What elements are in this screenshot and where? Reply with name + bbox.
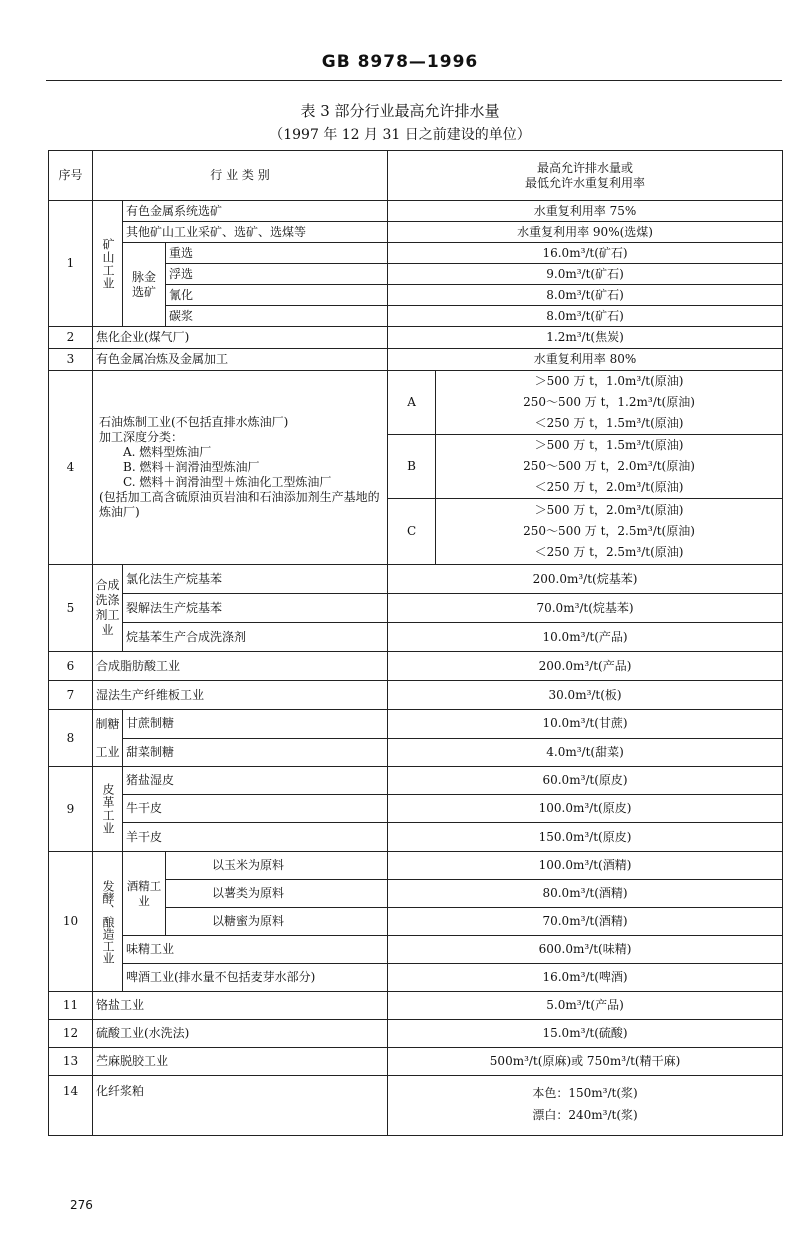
industry-name: 猪盐湿皮 [123, 767, 388, 795]
row-seq: 7 [49, 681, 93, 710]
industry-value: 500m³/t(原麻)或 750m³/t(精干麻) [388, 1048, 783, 1076]
row-seq: 5 [49, 565, 93, 652]
industry-value: 4.0m³/t(甜菜) [388, 738, 783, 767]
industry-value: 15.0m³/t(硫酸) [388, 1020, 783, 1048]
industry-name: 其他矿山工业采矿、选矿、选煤等 [123, 222, 388, 243]
industry-name: 氯化法生产烷基苯 [123, 565, 388, 594]
table-row [49, 565, 783, 594]
group-label: 皮革工业 [93, 767, 123, 852]
standard-number: GB 8978—1996 [321, 52, 479, 72]
table-row [49, 852, 783, 880]
petroleum-line: (包括加工高含硫原油页岩油和石油添加剂生产基地的炼油厂) [99, 490, 380, 519]
industry-name: 有色金属冶炼及金属加工 [93, 349, 388, 371]
industry-name: 氰化 [166, 285, 388, 306]
row-seq: 9 [49, 767, 93, 852]
depth-class-b: B [388, 435, 436, 499]
table-row [49, 1076, 783, 1136]
depth-value: ＜250 万 t，2.5m³/t(原油) [534, 545, 684, 559]
petroleum-line: B. 燃料＋润滑油型炼油厂 [123, 460, 260, 474]
industry-value: 200.0m³/t(产品) [388, 652, 783, 681]
industry-value: 150.0m³/t(原皮) [388, 823, 783, 852]
table-row [49, 738, 783, 767]
industry-value: 8.0m³/t(矿石) [388, 285, 783, 306]
industry-name: 味精工业 [123, 936, 388, 964]
industry-value: 600.0m³/t(味精) [388, 936, 783, 964]
table-row [49, 371, 783, 435]
industry-value: 30.0m³/t(板) [388, 681, 783, 710]
table-row [49, 349, 783, 371]
industry-value: 16.0m³/t(矿石) [388, 243, 783, 264]
sub-group-label: 酒精工业 [123, 852, 166, 936]
industry-name: 湿法生产纤维板工业 [93, 681, 388, 710]
industry-value: 10.0m³/t(甘蔗) [388, 710, 783, 739]
industry-name: 硫酸工业(水洗法) [93, 1020, 388, 1048]
table-row [49, 594, 783, 623]
industry-value: 10.0m³/t(产品) [388, 623, 783, 652]
industry-value: 水重复利用率 90%(选煤) [388, 222, 783, 243]
table-row [49, 710, 783, 739]
industry-value: 水重复利用率 80% [388, 349, 783, 371]
industry-name: 牛干皮 [123, 795, 388, 823]
table-row [49, 823, 783, 852]
header-rule [46, 80, 782, 81]
industry-value: 60.0m³/t(原皮) [388, 767, 783, 795]
row-seq: 11 [49, 992, 93, 1020]
table-row [49, 327, 783, 349]
depth-class-c: C [388, 499, 436, 565]
industry-value: 1.2m³/t(焦炭) [388, 327, 783, 349]
depth-values-b [436, 435, 783, 499]
industry-name: 以糖蜜为原料 [166, 908, 388, 936]
industry-name: 焦化企业(煤气厂) [93, 327, 388, 349]
page-number: 276 [70, 1198, 93, 1212]
depth-value: 250～500 万 t，2.0m³/t(原油) [523, 459, 695, 473]
industry-value: 100.0m³/t(原皮) [388, 795, 783, 823]
depth-value: ＜250 万 t，2.0m³/t(原油) [534, 480, 684, 494]
row-seq: 10 [49, 852, 93, 992]
industry-value: 水重复利用率 75% [388, 201, 783, 222]
discharge-table [48, 150, 783, 1136]
table-row [49, 992, 783, 1020]
table-row [49, 795, 783, 823]
table-row [49, 1020, 783, 1048]
group-label: 矿山工业 [93, 201, 123, 327]
table-row [49, 1048, 783, 1076]
industry-name: 裂解法生产烷基苯 [123, 594, 388, 623]
pulp-value-natural: 本色：150m³/t(浆) [532, 1086, 638, 1100]
sub-group-label: 脉金选矿 [123, 243, 166, 327]
table-subtitle: （1997 年 12 月 31 日之前建设的单位） [269, 127, 531, 143]
header-industry: 行 业 类 别 [93, 151, 388, 201]
table-row [49, 652, 783, 681]
depth-value: ＜250 万 t，1.5m³/t(原油) [534, 416, 684, 430]
depth-value: 250～500 万 t，2.5m³/t(原油) [523, 524, 695, 538]
industry-name: 苎麻脱胶工业 [93, 1048, 388, 1076]
table-row [49, 936, 783, 964]
table-title: 表 3 部分行业最高允许排水量 [300, 102, 500, 120]
industry-value: 16.0m³/t(啤酒) [388, 964, 783, 992]
industry-name: 以薯类为原料 [166, 880, 388, 908]
header-value-line2: 最低允许水重复利用率 [525, 175, 646, 190]
group-label: 发酵、酿造工业 [93, 852, 123, 992]
depth-value: ＞500 万 t，1.0m³/t(原油) [534, 374, 684, 388]
header-seq: 序号 [49, 151, 93, 201]
industry-name: 有色金属系统选矿 [123, 201, 388, 222]
industry-value: 200.0m³/t(烷基苯) [388, 565, 783, 594]
row-seq: 6 [49, 652, 93, 681]
petroleum-line: 加工深度分类： [99, 430, 184, 444]
table-row [49, 681, 783, 710]
row-seq: 4 [49, 371, 93, 565]
industry-name: 甜菜制糖 [123, 738, 388, 767]
row-seq: 12 [49, 1020, 93, 1048]
petroleum-description [93, 371, 388, 565]
row-seq: 8 [49, 710, 93, 767]
industry-name: 碳浆 [166, 306, 388, 327]
industry-name: 烷基苯生产合成洗涤剂 [123, 623, 388, 652]
petroleum-line: A. 燃料型炼油厂 [123, 445, 212, 459]
industry-name: 羊干皮 [123, 823, 388, 852]
depth-class-a: A [388, 371, 436, 435]
pulp-value-bleached: 漂白：240m³/t(浆) [532, 1108, 638, 1122]
depth-value: ＞500 万 t，1.5m³/t(原油) [534, 438, 684, 452]
depth-value: 250～500 万 t，1.2m³/t(原油) [523, 395, 695, 409]
industry-value: 5.0m³/t(产品) [388, 992, 783, 1020]
industry-value: 80.0m³/t(酒精) [388, 880, 783, 908]
row-seq: 14 [49, 1076, 93, 1136]
depth-value: ＞500 万 t，2.0m³/t(原油) [534, 503, 684, 517]
depth-values-a [436, 371, 783, 435]
row-seq: 3 [49, 349, 93, 371]
industry-value: 70.0m³/t(烷基苯) [388, 594, 783, 623]
industry-value: 9.0m³/t(矿石) [388, 264, 783, 285]
header-value-line1: 最高允许排水量或 [537, 160, 634, 175]
table-header-row [49, 151, 783, 201]
table-row [49, 623, 783, 652]
table-row [49, 243, 783, 264]
table-row [49, 222, 783, 243]
petroleum-line: 石油炼制工业(不包括直排水炼油厂) [99, 415, 289, 429]
industry-value: 100.0m³/t(酒精) [388, 852, 783, 880]
industry-name: 浮选 [166, 264, 388, 285]
industry-name: 啤酒工业(排水量不包括麦芽水部分) [123, 964, 388, 992]
depth-values-c [436, 499, 783, 565]
group-label: 制糖工业 [93, 710, 123, 767]
petroleum-line: C. 燃料＋润滑油型＋炼油化工型炼油厂 [123, 475, 332, 489]
industry-value [388, 1076, 783, 1136]
industry-name: 铬盐工业 [93, 992, 388, 1020]
industry-value: 70.0m³/t(酒精) [388, 908, 783, 936]
industry-name: 重选 [166, 243, 388, 264]
header-value [388, 151, 783, 201]
row-seq: 2 [49, 327, 93, 349]
group-label: 合成洗涤剂工业 [93, 565, 123, 652]
row-seq: 1 [49, 201, 93, 327]
industry-name: 合成脂肪酸工业 [93, 652, 388, 681]
table-row [49, 964, 783, 992]
industry-name: 以玉米为原料 [166, 852, 388, 880]
row-seq: 13 [49, 1048, 93, 1076]
industry-name: 化纤浆粕 [93, 1076, 388, 1136]
industry-value: 8.0m³/t(矿石) [388, 306, 783, 327]
table-row [49, 201, 783, 222]
industry-name: 甘蔗制糖 [123, 710, 388, 739]
table-row [49, 767, 783, 795]
